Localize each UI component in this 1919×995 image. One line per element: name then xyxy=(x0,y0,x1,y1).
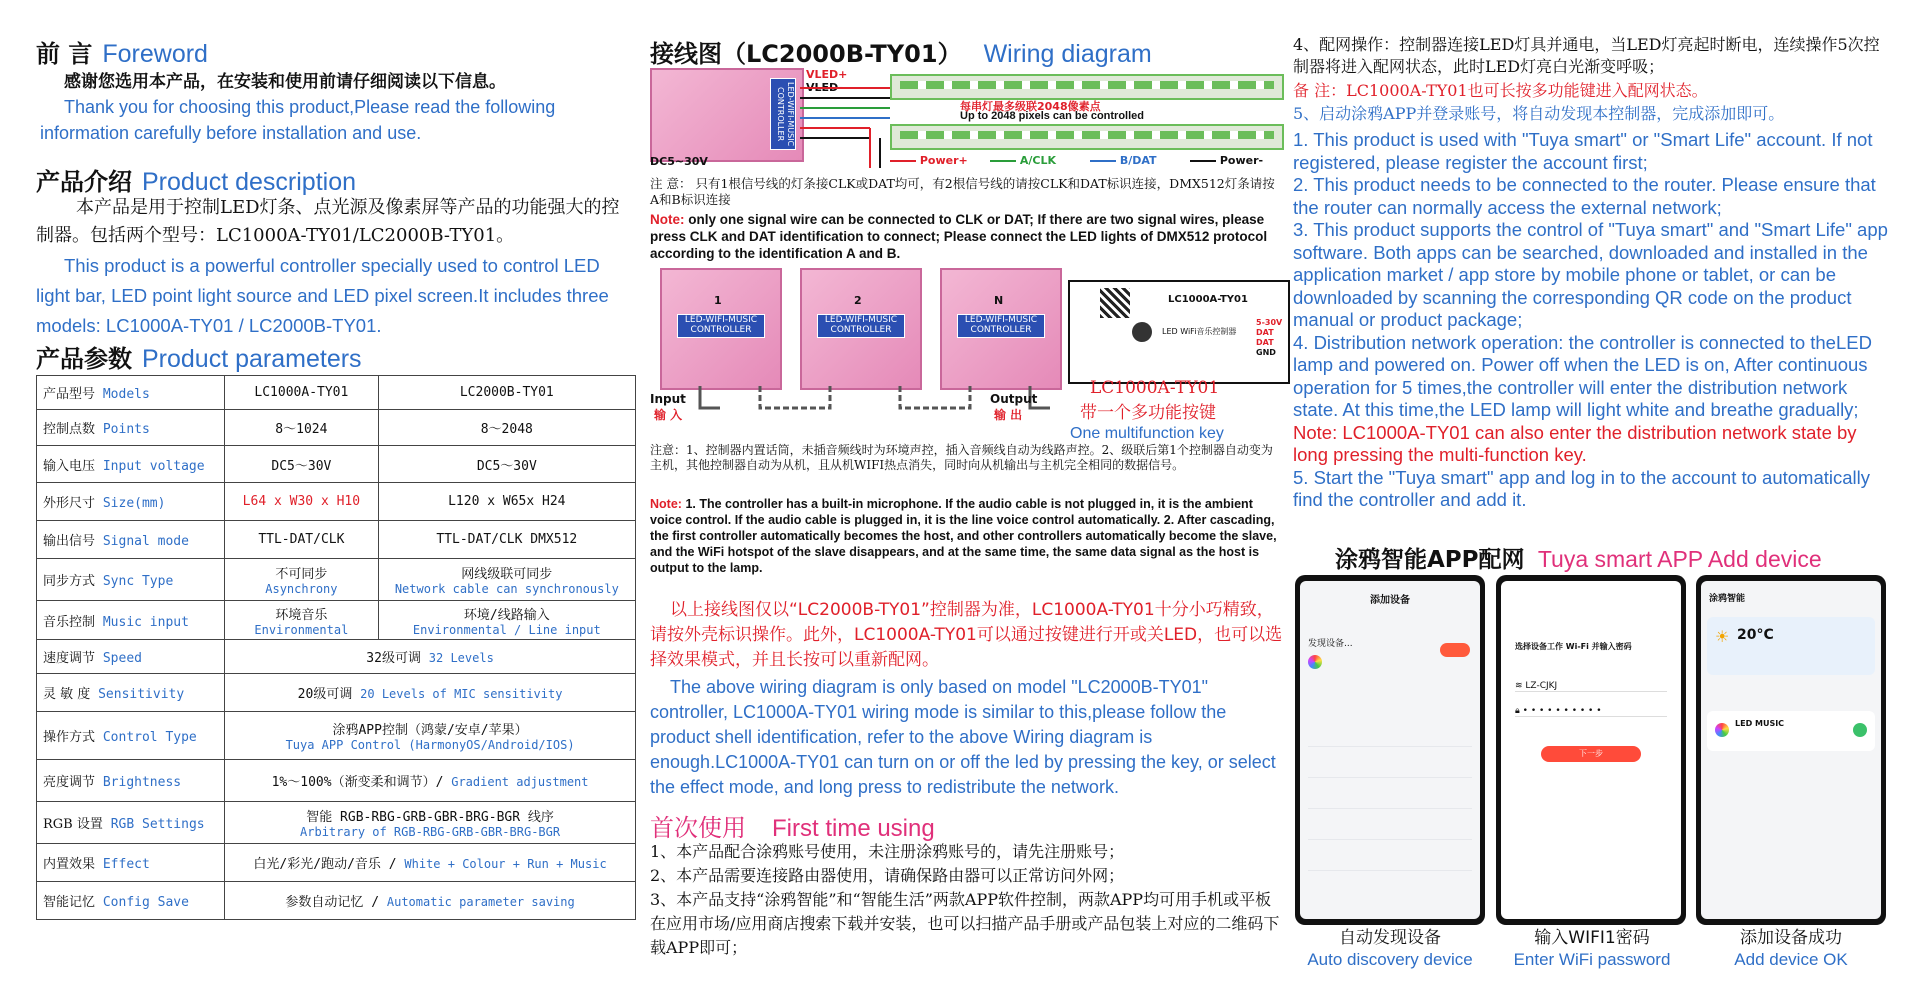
app-title-cn: 涂鸦智能APP配网 xyxy=(1335,547,1525,573)
parameter-value-cn: 参数自动记忆 / xyxy=(285,895,380,910)
parameter-label-en: Config Save xyxy=(102,895,189,910)
output-label-en: Output xyxy=(990,392,1038,406)
en-note: Note: LC1000A-TY01 can also enter the distribution network state by long pressing the multi-function key. xyxy=(1293,421,1857,465)
parameter-label xyxy=(37,760,225,802)
parameter-label-en: Models xyxy=(102,387,150,402)
controller-1-number: 1 xyxy=(714,294,722,307)
output-label-cn: 输 出 xyxy=(994,408,1023,422)
phone-2-password: • • • • • • • • • • xyxy=(1522,706,1602,716)
phone-1-screen xyxy=(1300,581,1480,919)
parameter-value-text: LC1000A-TY01 xyxy=(254,385,349,400)
parameter-row xyxy=(37,521,636,559)
parameter-value xyxy=(225,640,636,674)
phone-enter-wifi xyxy=(1496,575,1686,925)
parameter-value-cn: 涂鸦APP控制（鸿蒙/安卓/苹果） xyxy=(332,723,528,738)
parameter-label xyxy=(37,882,225,920)
led-strip-top-pixels xyxy=(900,81,1274,89)
led-strip-bottom-pixels xyxy=(900,131,1274,139)
legend-clk: A/CLK xyxy=(990,154,1056,167)
parameter-label-cn: 同步方式 xyxy=(43,574,96,589)
legend-power-plus: Power+ xyxy=(890,154,968,167)
input-label-cn: 输 入 xyxy=(654,408,683,422)
parameter-value-text: 网线级联可同步 xyxy=(461,567,553,582)
cascade-diagram xyxy=(650,268,1290,423)
parameter-row xyxy=(37,844,636,882)
parameter-value xyxy=(225,760,636,802)
parameter-value-a xyxy=(225,446,379,483)
description-title-en: Product description xyxy=(142,168,357,196)
item4-note-cn: 备 注：LC1000A-TY01也可长按多功能键进入配网状态。 xyxy=(1293,81,1708,100)
parameter-value-text: 8～2048 xyxy=(480,422,533,437)
phone-2-password-row[interactable] xyxy=(1515,706,1667,717)
description-text-en: This product is a powerful controller specially used to control LED light bar, LED point light source and LED pixel screen.It includes three models: LC1000A-TY01 / LC2000B-TY01. xyxy=(36,255,609,336)
parameters-heading xyxy=(36,339,362,374)
pin-dat-2: DAT xyxy=(1256,338,1274,347)
parameter-value xyxy=(225,882,636,920)
parameter-label-cn: 亮度调节 xyxy=(43,775,96,790)
parameter-value-text: 不可同步 xyxy=(275,567,328,582)
first-use-item-1: 1、本产品配合涂鸦账号使用，未注册涂鸦账号的，请先注册账号； xyxy=(650,842,1125,861)
parameter-label-cn: 操作方式 xyxy=(43,730,96,745)
item4-cn: 4、配网操作：控制器连接LED灯具并通电，当LED灯亮起时断电，连续操作5次控制器将进入配网状态，此时LED灯亮白光渐变呼吸； xyxy=(1293,35,1880,76)
phone-3-device-card[interactable] xyxy=(1707,711,1875,751)
pin-dat-1: DAT xyxy=(1256,328,1274,337)
description-heading xyxy=(36,162,356,197)
parameter-label xyxy=(37,559,225,601)
model-note-en: The above wiring diagram is only based on model "LC2000B-TY01" controller, LC1000A-TY01 wiring mode is similar to this,please follow the product shell identification, refer to the above Wiring diagram is enough.LC1000A-TY01 can turn on or off the led by pressing the key, or select the effect mode, and long press to redistribute the network. xyxy=(650,677,1276,797)
model-note-cn: 以上接线图仅以“LC2000B-TY01”控制器为准，LC1000A-TY01十分小巧精致，请按外壳标识操作。此外，LC1000A-TY01可以通过按键进行开或关LED，也可以选择效果模式，并且长按可以重新配网。 xyxy=(650,600,1283,670)
parameter-label-cn: 产品型号 xyxy=(43,387,96,402)
controller-2-label: LED-WIFI-MUSIC CONTROLLER xyxy=(817,314,905,338)
description-title-cn: 产品介绍 xyxy=(36,168,132,196)
caption-2 xyxy=(1492,928,1692,970)
parameter-label xyxy=(37,446,225,483)
wiring-title-cn: 接线图（LC2000B-TY01） xyxy=(650,40,962,68)
parameter-row xyxy=(37,640,636,674)
dc-label: DC5~30V xyxy=(650,155,708,168)
sun-icon: ☀ xyxy=(1715,627,1730,646)
parameter-value-text: 环境/线路输入 xyxy=(463,607,550,623)
lc1000a-image xyxy=(1068,280,1290,384)
parameter-value-en: Automatic parameter saving xyxy=(386,895,575,909)
parameter-label-en: Control Type xyxy=(102,730,197,745)
input-label-en: Input xyxy=(650,392,686,406)
parameter-label xyxy=(37,601,225,640)
phone-3-device-name: LED MUSIC xyxy=(1735,719,1785,728)
caption-3-cn: 添加设备成功 xyxy=(1740,928,1842,948)
vled-plus-label: VLED+ xyxy=(806,68,848,81)
key-cn: 带一个多功能按键 xyxy=(1080,403,1216,423)
parameter-label-en: Size(mm) xyxy=(102,496,166,511)
first-use-title-en: First time using xyxy=(772,815,935,842)
wiring-note-en xyxy=(650,211,1288,262)
parameter-label-en: RGB Settings xyxy=(110,817,205,832)
parameter-label-en: Points xyxy=(102,422,150,437)
small-controller-pins xyxy=(1256,318,1282,358)
parameter-row xyxy=(37,601,636,640)
legend-dat: B/DAT xyxy=(1090,154,1157,167)
parameter-value xyxy=(225,802,636,844)
first-use-list xyxy=(650,840,1280,960)
parameter-row xyxy=(37,882,636,920)
parameter-label-cn: 内置效果 xyxy=(43,857,96,872)
phone-add-success xyxy=(1696,575,1886,925)
parameter-label-en: Speed xyxy=(102,651,142,666)
parameter-value-text: 8～1024 xyxy=(275,422,328,437)
parameter-label-cn: 输入电压 xyxy=(43,458,96,474)
foreword-title-en: Foreword xyxy=(102,40,208,68)
parameter-value xyxy=(225,712,636,760)
caption-1 xyxy=(1293,928,1487,970)
parameter-label-cn: RGB 设置 xyxy=(43,817,103,832)
parameter-value-b xyxy=(378,483,635,521)
key-model: LC1000A-TY01 xyxy=(1090,378,1220,398)
foreword-heading xyxy=(36,34,208,69)
phone-1-device-icon xyxy=(1308,655,1322,669)
lock-icon: 🔒︎ xyxy=(1515,706,1520,716)
parameter-label-cn: 灵 敏 度 xyxy=(43,687,91,702)
phone-3-screen xyxy=(1701,581,1881,919)
parameter-value-en: Environmental / Line input xyxy=(412,622,601,637)
phone-3-power-icon[interactable] xyxy=(1853,723,1867,737)
parameter-value-en: Gradient adjustment xyxy=(451,775,589,789)
pin-5-30v: 5-30V xyxy=(1256,318,1283,327)
note2-en-text: 1. The controller has a built-in microphone. If the audio cable is not plugged in, it is the ambient voice control. If the audio cable is plugged in, it is the line voice control automatically. 2. After cascading, the first controller automatically becomes the host, and other controllers automatically become the slave, and the WiFi hotspot of the slave disappears, and at the same time, the same data signal as the host is output to the lamp. xyxy=(650,497,1277,575)
caption-3-en: Add device OK xyxy=(1734,950,1848,969)
small-controller-subtitle: LED WiFi音乐控制器 xyxy=(1162,327,1237,336)
en-item-2: 2. This product needs to be connected to the router. Please ensure that the router can normally access the external network; xyxy=(1293,174,1876,218)
qr-code xyxy=(1100,288,1130,318)
phone-2-next-button[interactable] xyxy=(1541,746,1641,762)
parameter-value-en: 32 Levels xyxy=(428,651,494,665)
parameter-label xyxy=(37,483,225,521)
vled-minus-label: VLED- xyxy=(806,81,843,94)
parameter-row xyxy=(37,712,636,760)
parameter-label-en: Sync Type xyxy=(102,574,174,589)
item5-cn: 5、启动涂鸦APP并登录账号，将自动发现本控制器，完成添加即可。 xyxy=(1293,104,1785,123)
parameter-label xyxy=(37,521,225,559)
parameter-label-cn: 速度调节 xyxy=(43,651,96,666)
phone-3-title: 涂鸦智能 xyxy=(1709,594,1746,604)
parameter-value xyxy=(225,844,636,882)
parameter-value-a xyxy=(225,376,379,410)
key-en: One multifunction key xyxy=(1070,425,1224,442)
parameters-title-cn: 产品参数 xyxy=(36,345,132,373)
parameter-value-text: L64 x W30 x H10 xyxy=(242,494,361,509)
parameter-label-en: Music input xyxy=(102,614,189,630)
wiring-title-en: Wiring diagram xyxy=(983,40,1152,68)
parameter-label-en: Effect xyxy=(102,857,150,872)
phone-1-found-device: 发现设备... xyxy=(1308,639,1353,649)
parameter-value-text: 环境音乐 xyxy=(275,607,328,623)
caption-1-en: Auto discovery device xyxy=(1307,950,1473,969)
foreword-text-cn: 感谢您选用本产品，在安装和使用前请仔细阅读以下信息。 xyxy=(64,72,506,92)
parameter-label-cn: 智能记忆 xyxy=(43,895,96,910)
wiring-note-en-text: only one signal wire can be connected to CLK or DAT; If there are two signal wires, please press CLK and DAT identification to connect; Please connect the LED lights of DMX512 protocol according to the identification A and B. xyxy=(650,212,1268,261)
parameter-value-en: 20 Levels of MIC sensitivity xyxy=(360,687,563,701)
led-strip-bottom xyxy=(890,124,1284,150)
phone-3-device-icon xyxy=(1715,723,1729,737)
pixels-note-en: Up to 2048 pixels can be controlled xyxy=(960,110,1144,122)
parameter-value-en: Arbitrary of RGB-RBG-GRB-GBR-BRG-BGR xyxy=(300,825,561,839)
parameter-row xyxy=(37,559,636,601)
parameter-value-text: DC5～30V xyxy=(271,458,332,474)
wifi-icon: ≋ xyxy=(1515,681,1523,691)
parameter-value-b xyxy=(378,376,635,410)
parameter-label-cn: 输出信号 xyxy=(43,534,96,549)
parameter-value-en: Asynchrony xyxy=(265,582,338,596)
caption-2-cn: 输入WIFI1密码 xyxy=(1534,928,1650,948)
parameter-value-text: DC5～30V xyxy=(476,458,537,474)
parameter-label-en: Sensitivity xyxy=(98,687,185,702)
parameter-label xyxy=(37,376,225,410)
parameter-row xyxy=(37,760,636,802)
en-item-1: 1. This product is used with "Tuya smart" or "Smart Life" account. If not registered, please register the account first; xyxy=(1293,129,1873,173)
parameter-value-a xyxy=(225,601,379,640)
parameter-value-b xyxy=(378,410,635,446)
controller-n-label: LED-WIFI-MUSIC CONTROLLER xyxy=(957,314,1045,338)
app-title-en: Tuya smart APP Add device xyxy=(1537,546,1822,572)
wiring-note-cn: 注 意： 只有1根信号线的灯条接CLK或DAT均可，有2根信号线的请按CLK和DAT标识连接，DMX512灯条请按A和B标识连接 xyxy=(650,176,1275,207)
app-heading xyxy=(1335,541,1822,574)
controller-2-number: 2 xyxy=(854,294,862,307)
phone-2-next-label: 下一步 xyxy=(1579,749,1603,758)
parameter-label-en: Signal mode xyxy=(102,534,189,549)
parameter-label xyxy=(37,674,225,712)
parameter-row xyxy=(37,376,636,410)
caption-3 xyxy=(1694,928,1888,970)
parameter-label xyxy=(37,802,225,844)
phone-2-wifi-name: LZ-CJKJ xyxy=(1525,681,1558,691)
led-strip-top xyxy=(890,74,1284,100)
small-controller-model: LC1000A-TY01 xyxy=(1168,294,1248,305)
en-items xyxy=(1293,129,1889,512)
phone-2-screen xyxy=(1501,581,1681,919)
parameters-table xyxy=(36,375,636,920)
parameter-value-en: Network cable can synchronously xyxy=(394,582,619,596)
controller-1-label: LED-WIFI-MUSIC CONTROLLER xyxy=(677,314,765,338)
foreword-title-cn: 前 言 xyxy=(36,40,93,68)
parameter-value-cn: 白光/彩光/跑动/音乐 / xyxy=(253,857,397,872)
parameter-value-b xyxy=(378,446,635,483)
parameter-row xyxy=(37,674,636,712)
parameter-row xyxy=(37,410,636,446)
parameter-label xyxy=(37,410,225,446)
note2-cn: 注意：1、控制器内置话筒，未插音频线时为环境声控，插入音频线自动为线路声控。2、级联后第1个控制器自动变为主机，其他控制器自动为从机，且从机WIFI热点消失，同时向从机输出与主机完全相同的数据信号。 xyxy=(650,443,1273,472)
parameter-value-cn: 20级可调 xyxy=(297,687,353,702)
parameter-value-a xyxy=(225,410,379,446)
first-use-title-cn: 首次使用 xyxy=(650,814,746,842)
parameter-value-en: White + Colour + Run + Music xyxy=(404,857,607,871)
parameter-row xyxy=(37,483,636,521)
phone-1-add-button[interactable] xyxy=(1440,643,1470,657)
phone-2-wifi-row[interactable] xyxy=(1515,681,1667,692)
parameter-label xyxy=(37,640,225,674)
parameter-value xyxy=(225,674,636,712)
note2-en xyxy=(650,496,1280,576)
parameter-value-text: TTL-DAT/CLK DMX512 xyxy=(436,532,578,547)
parameter-value-cn: 32级可调 xyxy=(366,651,421,666)
parameter-value-text: L120 x W65x H24 xyxy=(448,494,566,509)
parameter-value-a xyxy=(225,559,379,601)
first-use-heading xyxy=(650,808,935,843)
pixels-note-cn: 每串灯最多级联2048像素点 xyxy=(960,100,1101,113)
parameter-value-b xyxy=(378,521,635,559)
en-item-4: 4. Distribution network operation: the controller is connected to theLED lamp and powered on. Power off when the LED is on, After continuous operation for 5 times,the controller will enter the distribution network state. At this time,the LED lamp will light white and breathe gradually; xyxy=(1293,331,1872,420)
phone-1-title: 添加设备 xyxy=(1370,595,1410,606)
en-item-3: 3. This product supports the control of "Tuya smart" and "Smart Life" app software. Both apps can be searched, downloaded and installed in the application market / app store by mobile phone or tablet, or can be downloaded by scanning the corresponding QR code on the product manual or product package; xyxy=(1293,219,1888,330)
parameter-label-en: Brightness xyxy=(102,775,182,790)
foreword-text-en: Thank you for choosing this product,Please read the following information carefully before installation and use. xyxy=(40,97,556,143)
parameter-value-cn: 1%～100%（渐变柔和调节）/ xyxy=(271,775,444,790)
parameters-title-en: Product parameters xyxy=(142,345,362,373)
parameter-value-b xyxy=(378,559,635,601)
wiring-heading xyxy=(650,34,1152,69)
parameter-row xyxy=(37,446,636,483)
wire-legend xyxy=(890,154,1290,168)
parameter-value-a xyxy=(225,521,379,559)
first-use-item-3: 3、本产品支持“涂鸦智能”和“智能生活”两款APP软件控制，两款APP均可用手机或平板在应用市场/应用商店搜索下载并安装，也可以扫描产品手册或产品包装上对应的二维码下载APP即可； xyxy=(650,890,1280,957)
parameter-label-cn: 外形尺寸 xyxy=(43,496,96,511)
parameter-value-a xyxy=(225,483,379,521)
parameter-label-cn: 音乐控制 xyxy=(43,614,96,630)
phone-2-title: 选择设备工作 Wi-Fi 并输入密码 xyxy=(1515,642,1632,651)
phone-3-weather-card xyxy=(1707,617,1875,675)
parameter-value-en: Tuya APP Control (HarmonyOS/Android/IOS) xyxy=(285,738,575,752)
phone-auto-discovery xyxy=(1295,575,1485,925)
phone-3-temp: 20°C xyxy=(1737,627,1774,643)
wiring-note-en-label: Note: xyxy=(650,212,685,227)
legend-power-minus: Power- xyxy=(1190,154,1263,167)
parameter-label xyxy=(37,712,225,760)
parameter-value-b xyxy=(378,601,635,640)
multifunction-key-icon xyxy=(1132,322,1152,342)
main-controller-label: LED-WIFI-MUSIC CONTROLLER xyxy=(770,78,796,150)
parameter-label xyxy=(37,844,225,882)
parameter-value-en: Environmental xyxy=(254,622,349,637)
en-item-5: 5. Start the "Tuya smart" app and log in to the account to automatically find the controller and add it. xyxy=(1293,466,1871,510)
first-use-item-2: 2、本产品需要连接路由器使用，请确保路由器可以正常访问外网； xyxy=(650,866,1125,885)
pin-gnd: GND xyxy=(1256,348,1276,357)
caption-1-cn: 自动发现设备 xyxy=(1339,928,1441,948)
phone-1-grid xyxy=(1308,731,1472,901)
parameter-label-en: Input voltage xyxy=(102,458,205,474)
parameter-label-cn: 控制点数 xyxy=(43,422,96,437)
description-text-cn: 本产品是用于控制LED灯条、点光源及像素屏等产品的功能强大的控制器。包括两个型号：LC1000A-TY01/LC2000B-TY01。 xyxy=(36,197,620,246)
caption-2-en: Enter WiFi password xyxy=(1513,950,1671,969)
parameter-value-cn: 智能 RGB-RBG-GRB-GBR-BRG-BGR 线序 xyxy=(306,810,554,825)
parameter-value-text: TTL-DAT/CLK xyxy=(258,532,345,547)
controller-n-number: N xyxy=(994,294,1004,307)
parameter-row xyxy=(37,802,636,844)
parameter-value-text: LC2000B-TY01 xyxy=(459,385,554,400)
note2-en-label: Note: xyxy=(650,497,682,511)
